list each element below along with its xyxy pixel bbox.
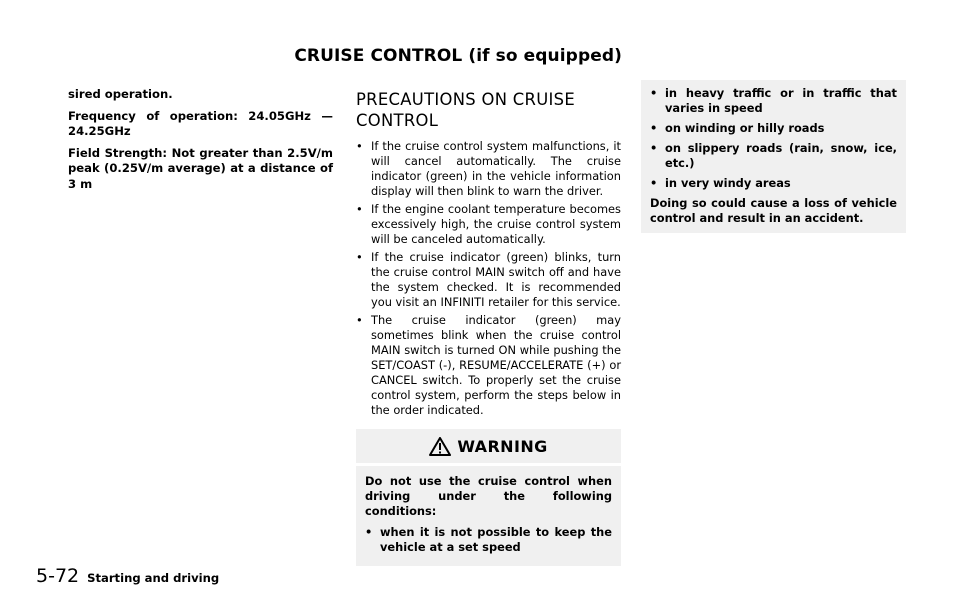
- text-paragraph: Frequency of operation: 24.05GHz — 24.25GHz: [68, 108, 333, 138]
- warning-triangle-icon: [429, 437, 451, 456]
- list-item: [650, 176, 897, 191]
- list-item-text: when it is not possible to keep the vehicle at a set speed: [380, 525, 612, 554]
- warning-box: [356, 466, 621, 566]
- list-item-text: in very windy areas: [665, 176, 791, 190]
- warning-closing: Doing so could cause a loss of vehicle control and result in an accident.: [650, 196, 897, 225]
- list-item-text: If the engine coolant temperature becomes excessively high, the cruise control system will be canceled automatically.: [371, 202, 621, 246]
- bullet-icon: •: [650, 121, 658, 135]
- bullet-icon: •: [650, 176, 658, 190]
- list-item-text: If the cruise indicator (green) blinks, turn the cruise control MAIN switch off and have the system checked. It is recommended you visit an INFINITI retailer for this service.: [371, 250, 621, 309]
- page-number: 5-72: [36, 565, 80, 587]
- text-paragraph: sired operation.: [68, 87, 173, 101]
- text-paragraph: Field Strength: Not greater than 2.5V/m peak (0.25V/m average) at a distance of 3 m: [68, 145, 333, 191]
- list-item-text: in heavy traffic or in traffic that varies in speed: [665, 86, 897, 115]
- section-heading: PRECAUTIONS ON CRUISE CONTROL: [356, 90, 576, 130]
- list-item: [365, 525, 612, 555]
- bullet-icon: •: [650, 141, 658, 155]
- page-title: CRUISE CONTROL (if so equipped): [294, 46, 622, 66]
- list-item-text: If the cruise control system malfunctions, it will cancel automatically. The cruise indicator (green) in the vehicle information display will then blink to warn the driver.: [371, 139, 621, 198]
- bullet-icon: •: [356, 313, 363, 327]
- warning-label: WARNING: [457, 436, 548, 456]
- column-middle: [356, 87, 621, 566]
- list-item-text: The cruise indicator (green) may sometimes blink when the cruise control MAIN switch is turned ON while pushing the SET/COAST (-), RESUME/ACCELERATE (+) or CANCEL switch. To properly set the cruise control system, perform the steps below in the order indicated.: [371, 313, 621, 417]
- list-item-text: on winding or hilly roads: [665, 121, 825, 135]
- list-item-text: on slippery roads (rain, snow, ice, etc.): [665, 141, 897, 170]
- list-item: [650, 141, 897, 171]
- column-right: [641, 87, 906, 233]
- warning-header: [356, 429, 621, 463]
- list-item: [650, 121, 897, 136]
- list-item: [650, 86, 897, 116]
- bullet-icon: •: [356, 139, 363, 153]
- precautions-list: [356, 139, 621, 418]
- warning-box-continued: [641, 80, 906, 233]
- page-footer: [36, 565, 219, 587]
- warning-intro: Do not use the cruise control when driving under the following conditions:: [365, 474, 612, 518]
- warning-list: [365, 525, 612, 555]
- bullet-icon: •: [356, 250, 363, 264]
- list-item: [356, 250, 621, 310]
- bullet-icon: •: [650, 86, 658, 100]
- list-item: [356, 139, 621, 199]
- list-item: [356, 202, 621, 247]
- footer-section-name: Starting and driving: [87, 571, 220, 585]
- list-item: [356, 313, 621, 418]
- bullet-icon: •: [356, 202, 363, 216]
- column-left: [68, 87, 333, 198]
- bullet-icon: •: [365, 525, 373, 539]
- warning-list-continued: [650, 86, 897, 191]
